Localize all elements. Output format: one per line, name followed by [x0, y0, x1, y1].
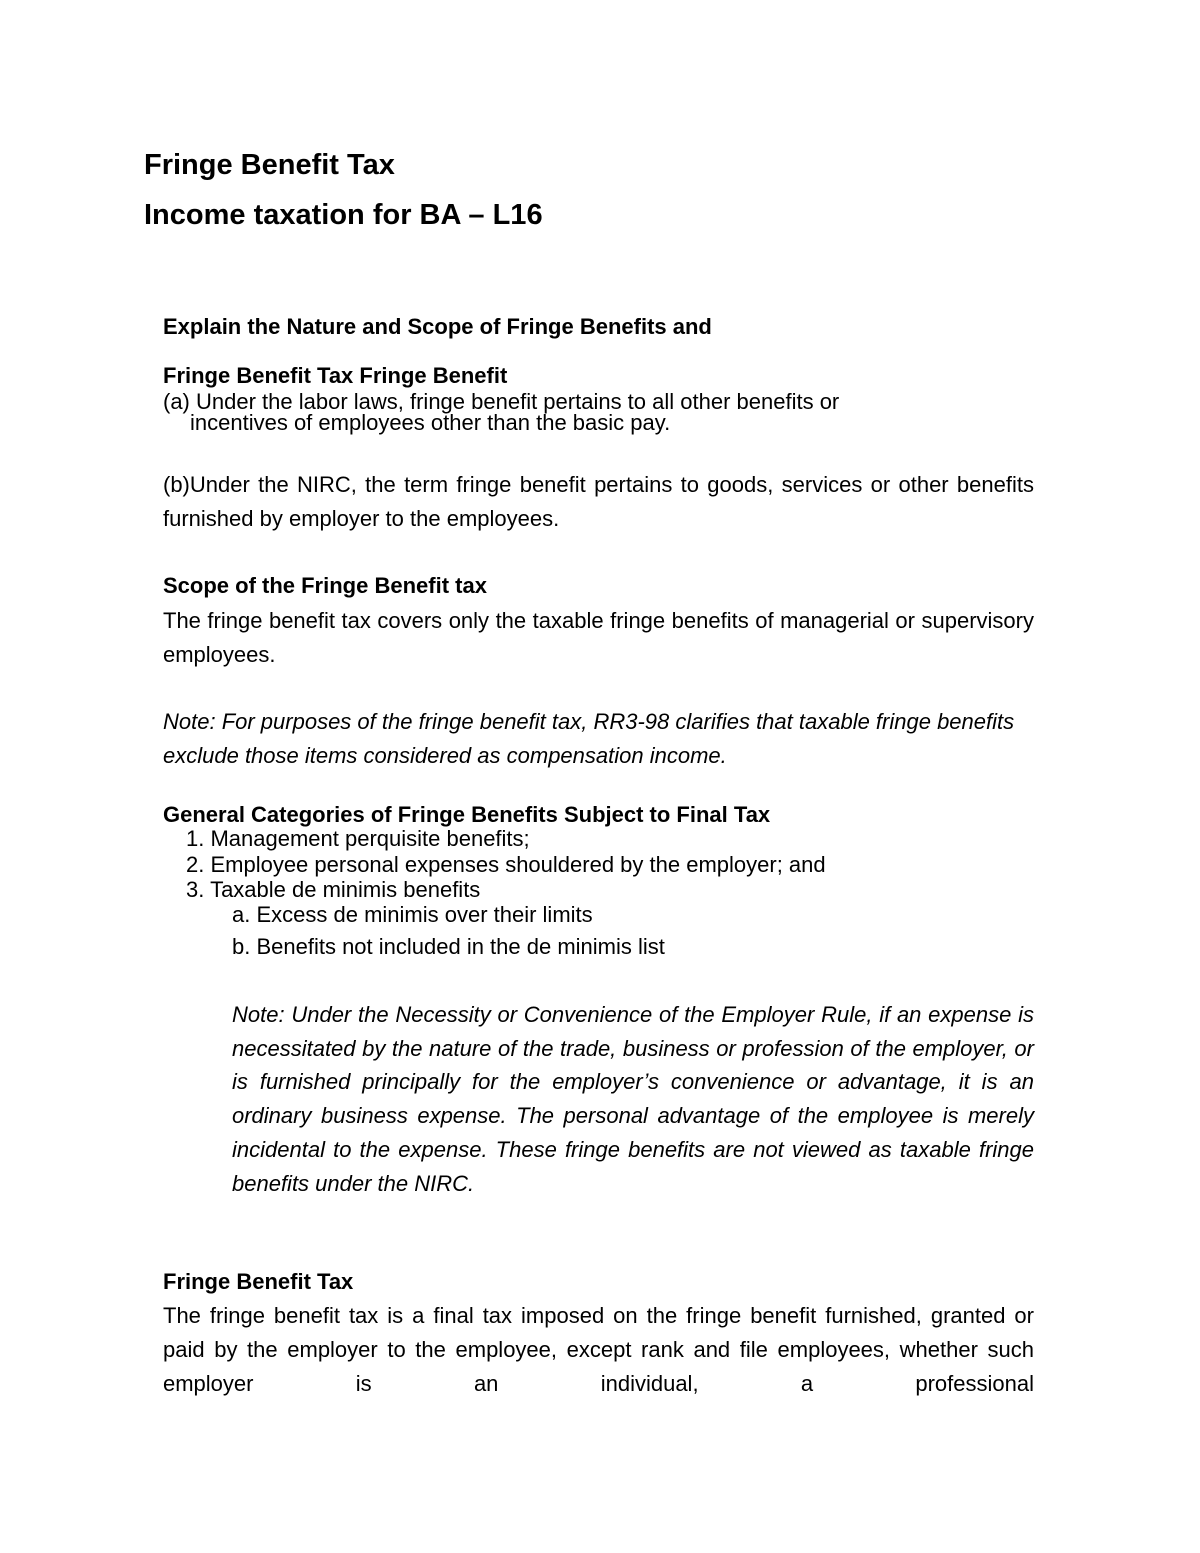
category-item-1: 1. Management perquisite benefits; — [186, 826, 530, 851]
category-subitem-a: a. Excess de minimis over their limits — [232, 902, 593, 927]
fbt-paragraph: The fringe benefit tax is a final tax imposed on the fringe benefit furnished, granted or paid by the employer to the employee, except rank and file employees, whether such employer is an individual, a professional — [163, 1303, 1034, 1396]
category-item-3: 3. Taxable de minimis benefits — [186, 877, 481, 902]
scope-note: Note: For purposes of the fringe benefit tax, RR3-98 clarifies that taxable fringe benefits exclude those items considered as compensation income. — [163, 709, 1015, 768]
item-a-line-2: incentives of employees other than the basic pay. — [190, 410, 671, 435]
category-item-2: 2. Employee personal expenses shouldered by the employer; and — [186, 852, 826, 877]
document-title: Fringe Benefit Tax — [144, 149, 395, 181]
section-heading-nature-scope: Explain the Nature and Scope of Fringe Benefits and — [163, 314, 712, 339]
section-heading-fringe-benefit: Fringe Benefit Tax Fringe Benefit — [163, 363, 508, 388]
item-b-paragraph: (b)Under the NIRC, the term fringe benefit pertains to goods, services or other benefits furnished by employer to the employees. — [163, 472, 1034, 531]
employer-rule-note: Note: Under the Necessity or Convenience of the Employer Rule, if an expense is necessitated by the nature of the trade, business or profession of the employer, or is furnished principally for the employer’s convenience or advantage, it is an ordinary business expense. The personal advantage of the employee is merely incidental to the expense. These fringe benefits are not viewed as taxable fringe benefits under the NIRC. — [232, 1002, 1034, 1196]
scope-paragraph: The fringe benefit tax covers only the taxable fringe benefits of managerial or supervisory employees. — [163, 608, 1034, 667]
category-subitem-b: b. Benefits not included in the de minimis list — [232, 934, 665, 959]
section-heading-categories: General Categories of Fringe Benefits Subject to Final Tax — [163, 802, 771, 827]
item-a-line-1: (a) Under the labor laws, fringe benefit pertains to all other benefits or — [163, 389, 840, 414]
section-heading-scope: Scope of the Fringe Benefit tax — [163, 573, 487, 598]
document-subtitle: Income taxation for BA – L16 — [144, 199, 543, 231]
section-heading-fbt: Fringe Benefit Tax — [163, 1269, 354, 1294]
